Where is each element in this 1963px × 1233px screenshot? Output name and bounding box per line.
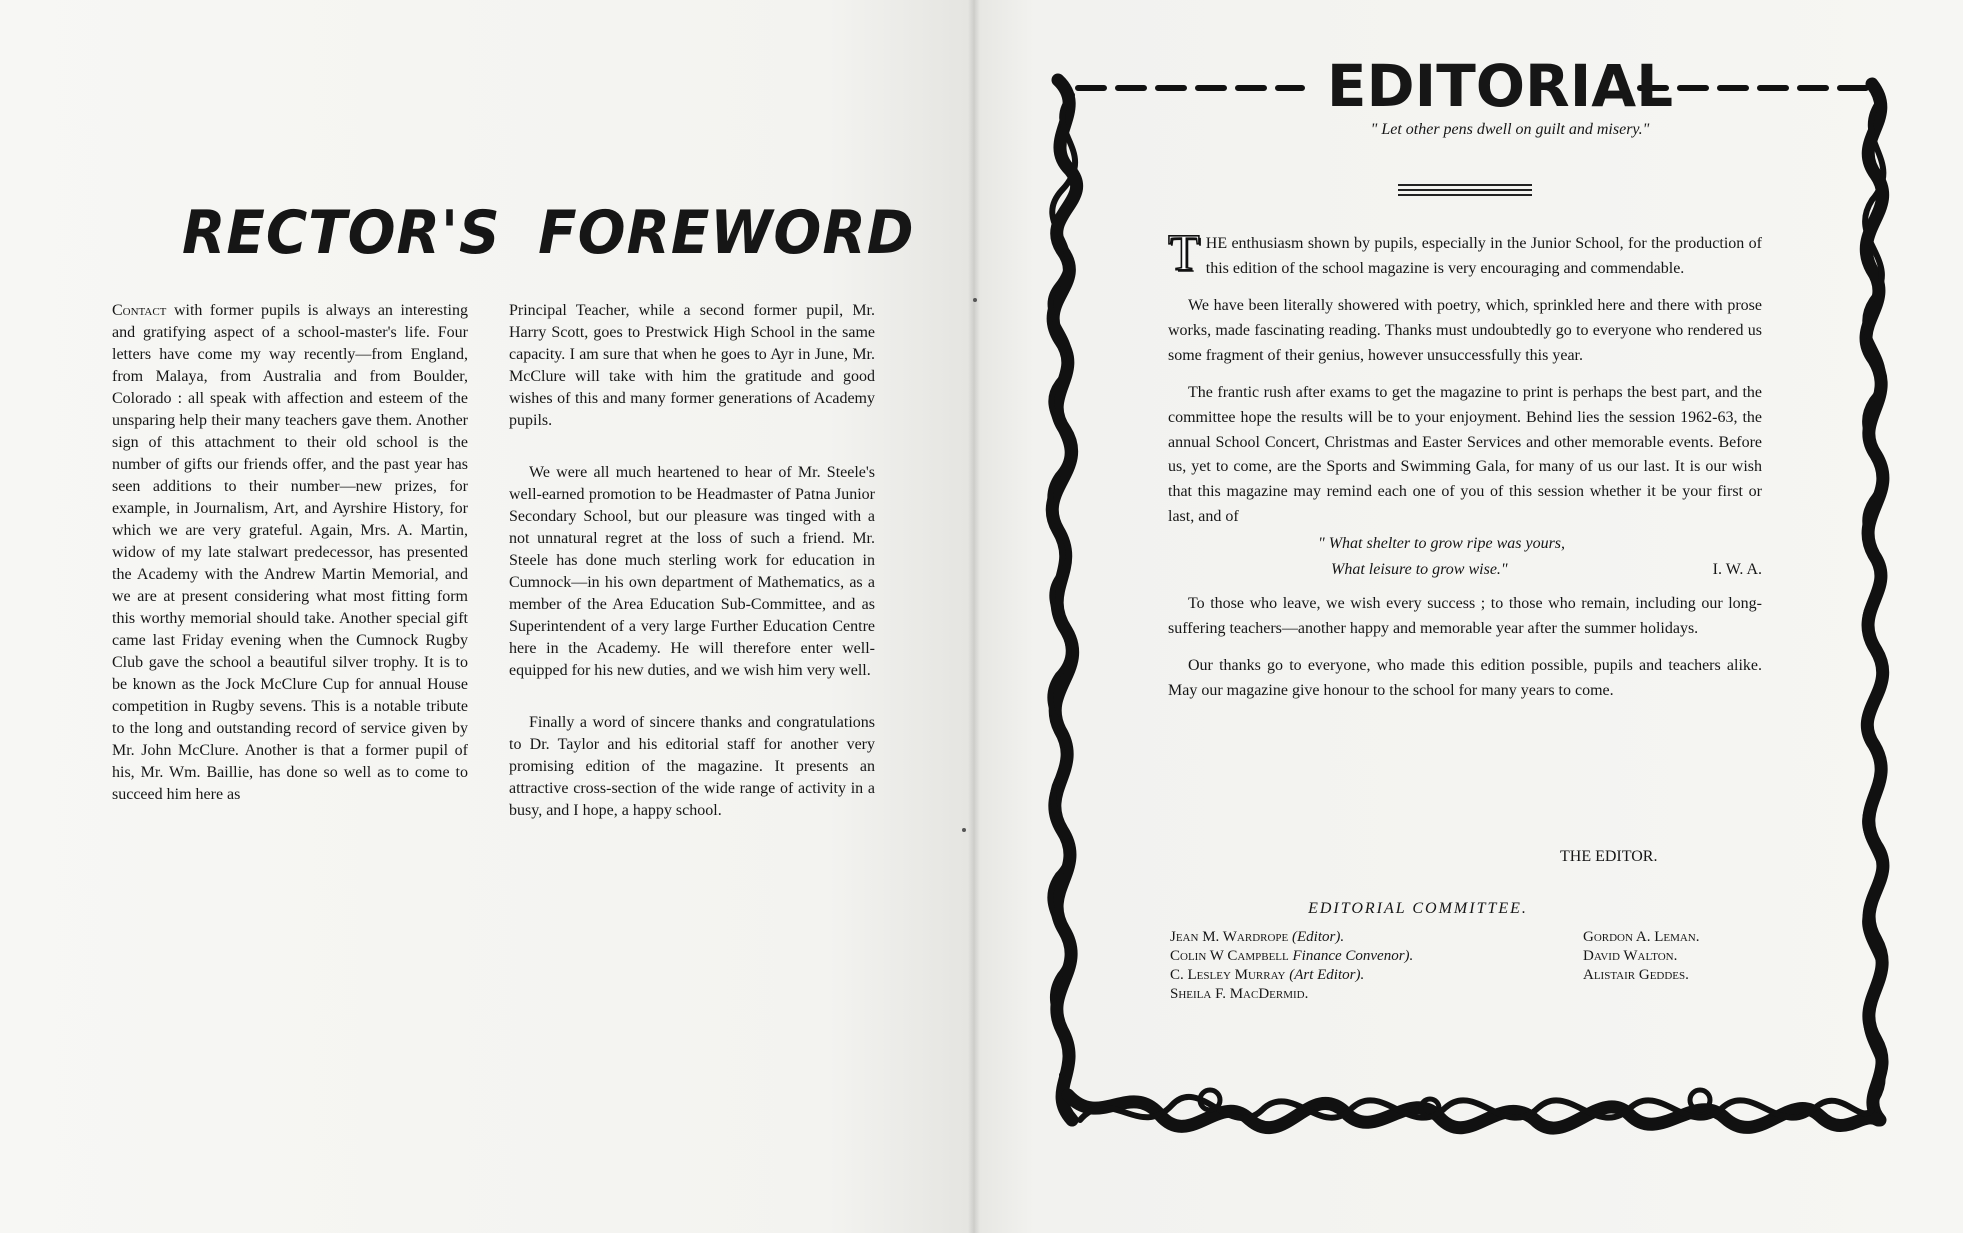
editorial-paragraph: We have been literally showered with poetry, which, sprinkled here and there with prose works, made fascinating reading. Thanks must undoubtedly go to everyone who rendered us some fragment of their genius, however unsuccessfully this year.: [1168, 297, 1762, 364]
member-name: Colin W Campbell: [1170, 948, 1289, 964]
editorial-paragraph-text: HE enthusiasm shown by pupils, especially in the Junior School, for the production of this edition of the school magazine is very encouraging and commendable.: [1205, 235, 1762, 277]
drop-cap: T: [1168, 225, 1200, 282]
editorial-motto: " Let other pens dwell on guilt and misery.": [1370, 121, 1650, 138]
quoted-verse: [1168, 532, 1762, 584]
member-role: (Art Editor).: [1289, 967, 1365, 983]
committee-member: Alistair Geddes.: [1583, 967, 1689, 983]
member-name: C. Lesley Murray: [1170, 967, 1286, 983]
editorial-body: [1168, 225, 1762, 716]
committee-member: [1170, 947, 1413, 966]
committee-member: [1170, 928, 1413, 947]
committee-list-right: [1583, 928, 1700, 985]
member-name: Jean M. Wardrope: [1170, 929, 1289, 945]
verse-line: " What shelter to grow ripe was yours,: [1318, 534, 1566, 552]
member-name: Sheila F. MacDermid.: [1170, 986, 1309, 1002]
committee-member: [1170, 985, 1413, 1004]
committee-member: Gordon A. Leman.: [1583, 929, 1700, 945]
rector-paragraph-text: with former pupils is always an interesting and gratifying aspect of a school-master's life. Four letters have come my way recently—from England, from Malaya, from Australia and from Boulder, Colorado : all speak with affection and esteem of the unsparing help their many teachers gave them. Another sign of this attachment to their old school is the number of gifts our friends offer, and the past year has seen additions to their number—new prizes, for example, in Journalism, Art, and Ayrshire History, for which we are very grateful. Again, Mrs. A. Martin, widow of my late stalwart predecessor, has presented the Academy with the Andrew Martin Memorial, and we are at present considering what most fitting form this worthy memorial should take. Another special gift came last Friday evening when the Cumnock Rugby Club gave the school a beautiful silver trophy. It is to be known as the Jock McClure Cup for annual House competition in Rugby sevens. This is a notable tribute to the long and outstanding record of service given by Mr. John McClure. Another is that a former pupil of his, Mr. Wm. Baillie, has done so well as to come to succeed him here as: [112, 302, 469, 803]
rector-lead-word: Contact: [112, 302, 167, 319]
member-role: Finance Convenor).: [1292, 948, 1414, 964]
committee-member: [1170, 966, 1413, 985]
committee-member: David Walton.: [1583, 948, 1678, 964]
editorial-paragraph: To those who leave, we wish every success ; to those who remain, including our long-suffering teachers—another happy and memorable year after the summer holidays.: [1168, 594, 1762, 637]
rector-foreword-title: RECTOR'S FOREWORD: [182, 198, 915, 268]
editorial-paragraph: The frantic rush after exams to get the magazine to print is perhaps the best part, and the committee hope the results will be to your enjoyment. Behind lies the session 1962-63, the annual School Concert, Christmas and Easter Services and other memorable events. Before us, yet to come, are the Sports and Swimming Gala, for many of us our last. It is our wish that this magazine may remind each one of you of this session whether it be your first or last, and of: [1168, 383, 1762, 525]
divider-rule: [1398, 194, 1532, 196]
committee-list-left: [1170, 928, 1413, 1004]
rector-paragraph: We were all much heartened to hear of Mr. Steele's well-earned promotion to be Headmaster of Patna Junior Secondary School, but our pleasure was tinged with a not unnatural regret at the loss of such a friend. Mr. Steele has done much sterling work for education in Cumnock—in his own department of Mathematics, as a member of the Area Education Sub-Committee, and as Superintendent of a very large Further Education Centre here in the Academy. He will therefore enter well-equipped for his new duties, and we wish him very well.: [509, 464, 875, 679]
verse-line: What leisure to grow wise.": [1331, 560, 1508, 578]
divider-rule: [1398, 189, 1532, 191]
editor-signature: THE EDITOR.: [1560, 848, 1658, 865]
verse-author: I. W. A.: [1712, 560, 1762, 578]
editorial-paragraph: Our thanks go to everyone, who made this edition possible, pupils and teachers alike. May our magazine give honour to the school for many years to come.: [1168, 656, 1762, 699]
editorial-paragraph: [1168, 225, 1762, 282]
editorial-title: EDITORIAL: [1326, 52, 1674, 120]
committee-heading: EDITORIAL COMMITTEE.: [1308, 900, 1528, 917]
rector-paragraph: Finally a word of sincere thanks and congratulations to Dr. Taylor and his editorial staff for another very promising edition of the magazine. It presents an attractive cross-section of the wide range of activity in a busy, and I hope, a happy school.: [509, 714, 875, 819]
divider-rule: [1398, 184, 1532, 186]
member-role: (Editor).: [1292, 929, 1345, 945]
rector-paragraph: Principal Teacher, while a second former pupil, Mr. Harry Scott, goes to Prestwick High School in the same capacity. I am sure that when he goes to Ayr in June, Mr. McClure will take with him the gratitude and good wishes of this and many former generations of Academy pupils.: [509, 302, 875, 429]
